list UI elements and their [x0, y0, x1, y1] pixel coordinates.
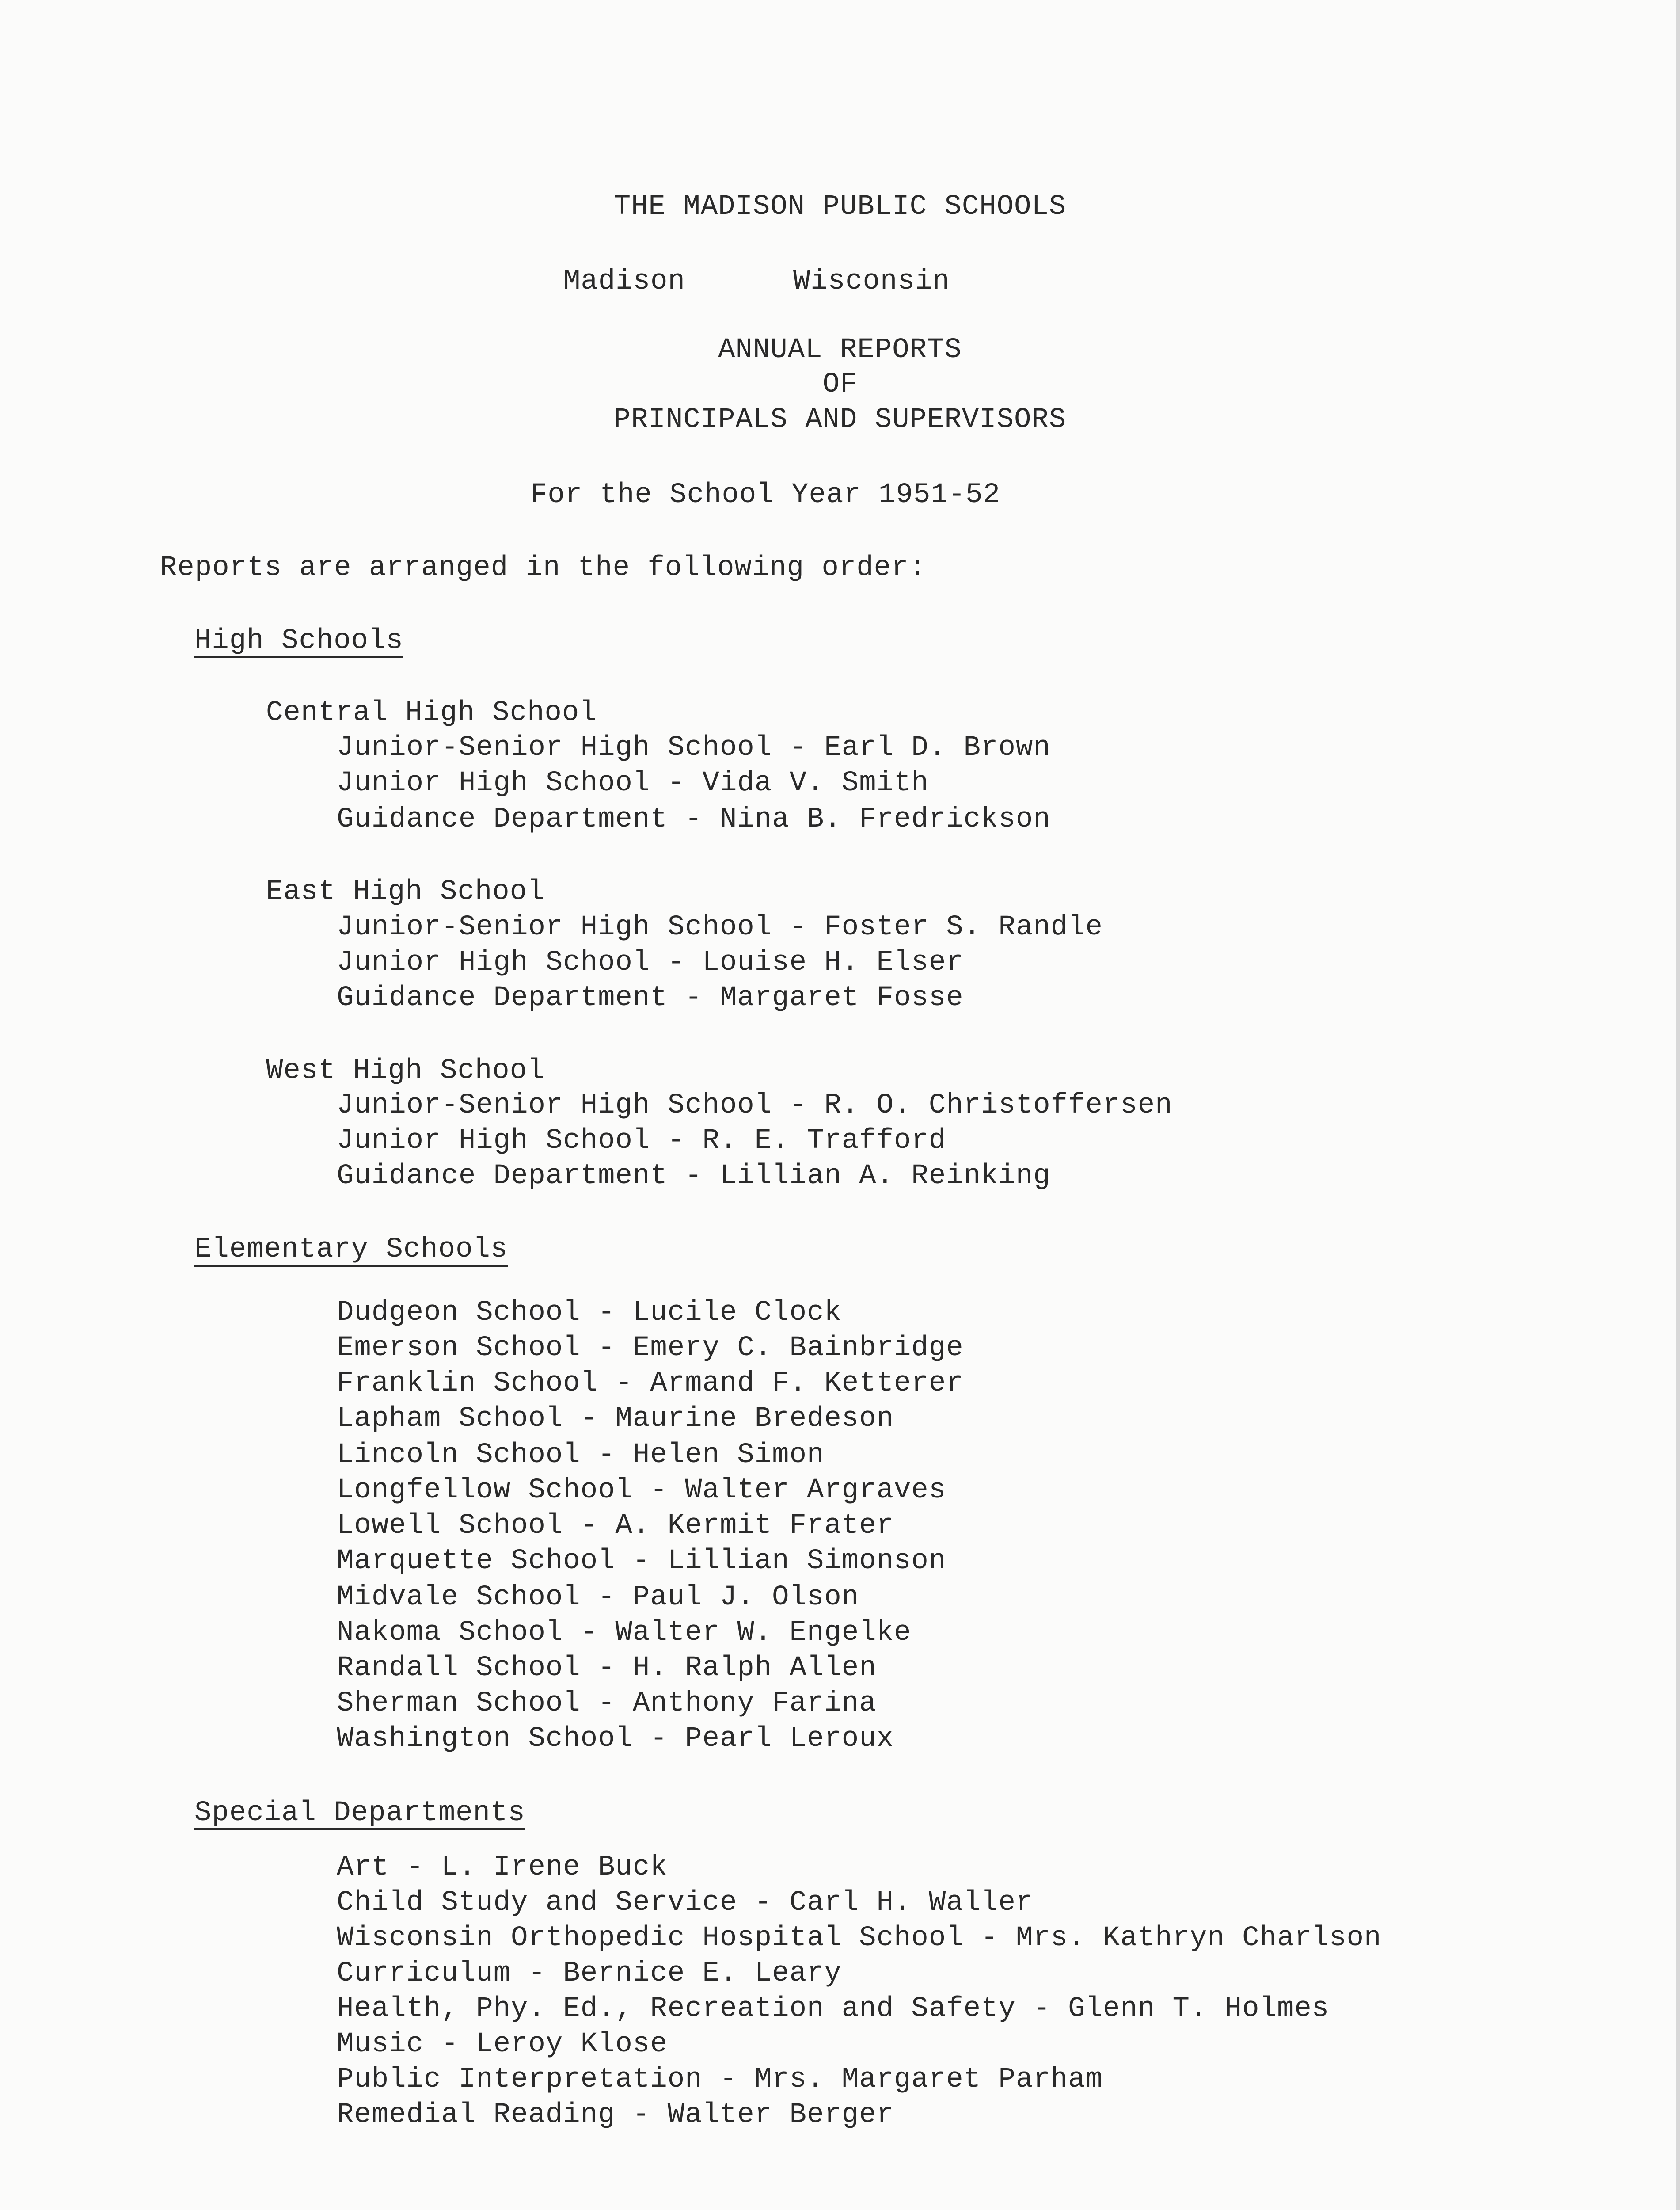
- list-item: Lowell School - A. Kermit Frater: [337, 1510, 894, 1542]
- section-heading-elementary-schools: Elementary Schools: [194, 1234, 508, 1265]
- list-item: Junior High School - Vida V. Smith: [337, 767, 929, 799]
- list-item: Nakoma School - Walter W. Engelke: [337, 1617, 912, 1649]
- list-item: Junior-Senior High School - Earl D. Brown: [337, 732, 1051, 764]
- list-item: Lapham School - Maurine Bredeson: [337, 1403, 894, 1435]
- list-item: Longfellow School - Walter Argraves: [337, 1475, 946, 1506]
- list-item: Junior-Senior High School - R. O. Christoffersen: [337, 1090, 1173, 1121]
- list-item: Junior High School - Louise H. Elser: [337, 947, 964, 979]
- list-item: Guidance Department - Margaret Fosse: [337, 982, 964, 1014]
- list-item: Guidance Department - Nina B. Fredrickson: [337, 804, 1051, 835]
- list-item: Remedial Reading - Walter Berger: [337, 2099, 894, 2131]
- list-item: Guidance Department - Lillian A. Reinking: [337, 1160, 1051, 1192]
- list-item: Lincoln School - Helen Simon: [337, 1439, 825, 1471]
- list-item: Wisconsin Orthopedic Hospital School - Mrs. Kathryn Charlson: [337, 1922, 1382, 1954]
- school-name-east: East High School: [266, 876, 545, 908]
- section-heading-special-departments: Special Departments: [194, 1797, 525, 1829]
- school-name-central: Central High School: [266, 697, 597, 729]
- list-item: Emerson School - Emery C. Bainbridge: [337, 1332, 964, 1364]
- list-item: Marquette School - Lillian Simonson: [337, 1545, 946, 1577]
- intro-text: Reports are arranged in the following order:: [160, 552, 926, 584]
- org-title: THE MADISON PUBLIC SCHOOLS: [613, 191, 1067, 223]
- school-year-line: For the School Year 1951-52: [530, 479, 1000, 511]
- list-item: Child Study and Service - Carl H. Waller: [337, 1887, 1034, 1919]
- list-item: Washington School - Pearl Leroux: [337, 1723, 894, 1755]
- list-item: Art - L. Irene Buck: [337, 1852, 668, 1883]
- section-heading-high-schools: High Schools: [194, 625, 403, 657]
- list-item: Randall School - H. Ralph Allen: [337, 1652, 877, 1684]
- city-label: Madison: [563, 266, 685, 297]
- state-label: Wisconsin: [793, 266, 950, 297]
- list-item: Franklin School - Armand F. Ketterer: [337, 1368, 964, 1399]
- report-title-line2: OF: [822, 369, 858, 400]
- school-name-west: West High School: [266, 1055, 545, 1087]
- list-item: Sherman School - Anthony Farina: [337, 1688, 877, 1719]
- list-item: Music - Leroy Klose: [337, 2028, 668, 2060]
- list-item: Junior-Senior High School - Foster S. Randle: [337, 911, 1103, 943]
- list-item: Junior High School - R. E. Trafford: [337, 1125, 946, 1157]
- list-item: Midvale School - Paul J. Olson: [337, 1581, 859, 1613]
- list-item: Dudgeon School - Lucile Clock: [337, 1297, 842, 1329]
- list-item: Public Interpretation - Mrs. Margaret Parham: [337, 2064, 1103, 2096]
- report-title-line3: PRINCIPALS AND SUPERVISORS: [613, 404, 1067, 436]
- report-title-line1: ANNUAL REPORTS: [718, 334, 962, 366]
- page-edge-shadow: [1676, 0, 1680, 2210]
- list-item: Curriculum - Bernice E. Leary: [337, 1958, 842, 1989]
- list-item: Health, Phy. Ed., Recreation and Safety - Glenn T. Holmes: [337, 1993, 1330, 2025]
